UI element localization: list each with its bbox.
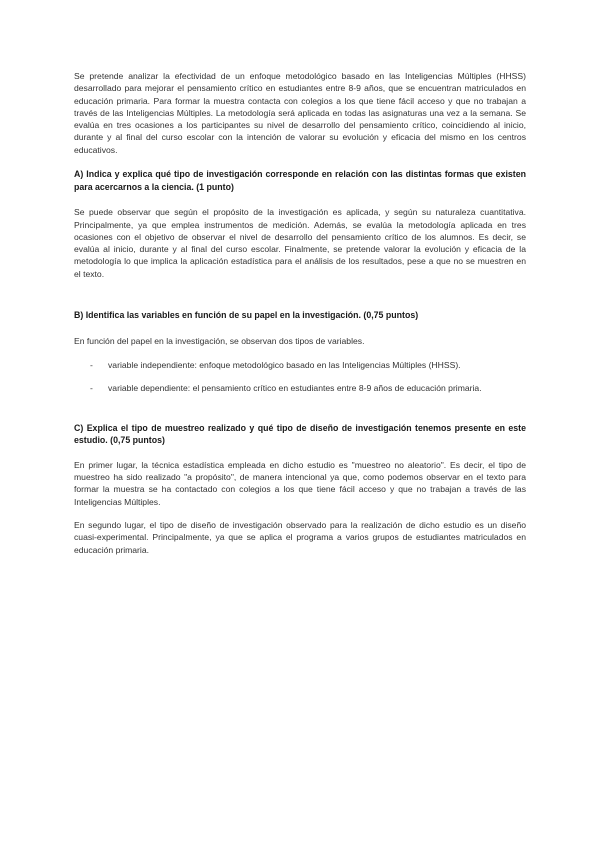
answer-c-paragraph-1: En primer lugar, la técnica estadística empleada en dicho estudio es "muestreo no aleatorio". Es decir, el tipo de muestreo ha sido realizado "a propósito", de manera intencional ya que, como podemos observar en el texto para formar la muestra se ha contactado con colegios a los que tiene fácil acceso y que no trabajan a través de las Inteligencias Múltiples. <box>74 459 526 507</box>
independent-variable-text: variable independiente: enfoque metodológico basado en las Inteligencias Múltiples (HHSS). <box>108 359 461 370</box>
question-a-heading: A) Indica y explica qué tipo de investigación corresponde en relación con las distintas formas que existen para acercarnos a la ciencia. (1 punto) <box>74 169 526 192</box>
answer-b-intro: En función del papel en la investigación, se observan dos tipos de variables. <box>74 335 365 346</box>
list-dash: - <box>90 359 93 370</box>
question-b-heading: B) Identifica las variables en función de su papel en la investigación. (0,75 puntos) <box>74 310 419 321</box>
variables-list <box>74 359 526 395</box>
question-c-heading: C) Explica el tipo de muestreo realizado y qué tipo de diseño de investigación tenemos presente en este estudio. (0,75 puntos) <box>74 422 526 446</box>
answer-a-paragraph: Se puede observar que según el propósito de la investigación es aplicada, y según su naturaleza cuantitativa. Principalmente, ya que emplea instrumentos de medición. Además, se evalúa la metodología aplicada en tres ocasiones con el objetivo de observar el nivel de desarrollo del pensamiento crítico de los alumnos. Es decir, se evalúa al inicio, durante y al final del curso escolar. Finalmente, se pretende valorar la evolución y eficacia de la metodología lo que implica la aplicación estadística para el análisis de los resultados, pese a que no se muestren en el texto. <box>74 207 526 279</box>
dependent-variable-text: variable dependiente: el pensamiento crítico en estudiantes entre 8-9 años de educación primaria. <box>108 383 482 394</box>
answer-c-paragraph-2: En segundo lugar, el tipo de diseño de investigación observado para la realización de dicho estudio es un diseño cuasi-experimental. Principalmente, ya que se aplica el programa a varios grupos de estudiantes matriculados en educación primaria. <box>74 519 526 555</box>
list-item <box>74 359 526 371</box>
list-item <box>74 382 526 394</box>
list-dash: - <box>90 383 93 394</box>
intro-paragraph: Se pretende analizar la efectividad de un enfoque metodológico basado en las Inteligencias Múltiples (HHSS) desarrollado para mejorar el pensamiento crítico en estudiantes entre 8-9 años, que se encuentran matriculados en educación primaria. Para formar la muestra contacta con colegios a los que tiene fácil acceso y que no trabajan a través de las Inteligencias Múltiples. La metodología será aplicada en todas las asignaturas una vez a la semana. Se evalúa en tres ocasiones a los participantes su nivel de desarrollo del pensamiento crítico, coincidiendo al inicio, durante y al final del curso escolar con la intención de valorar su evolución y eficacia del mismo en los centros educativos. <box>74 71 526 155</box>
document-page <box>74 70 526 556</box>
